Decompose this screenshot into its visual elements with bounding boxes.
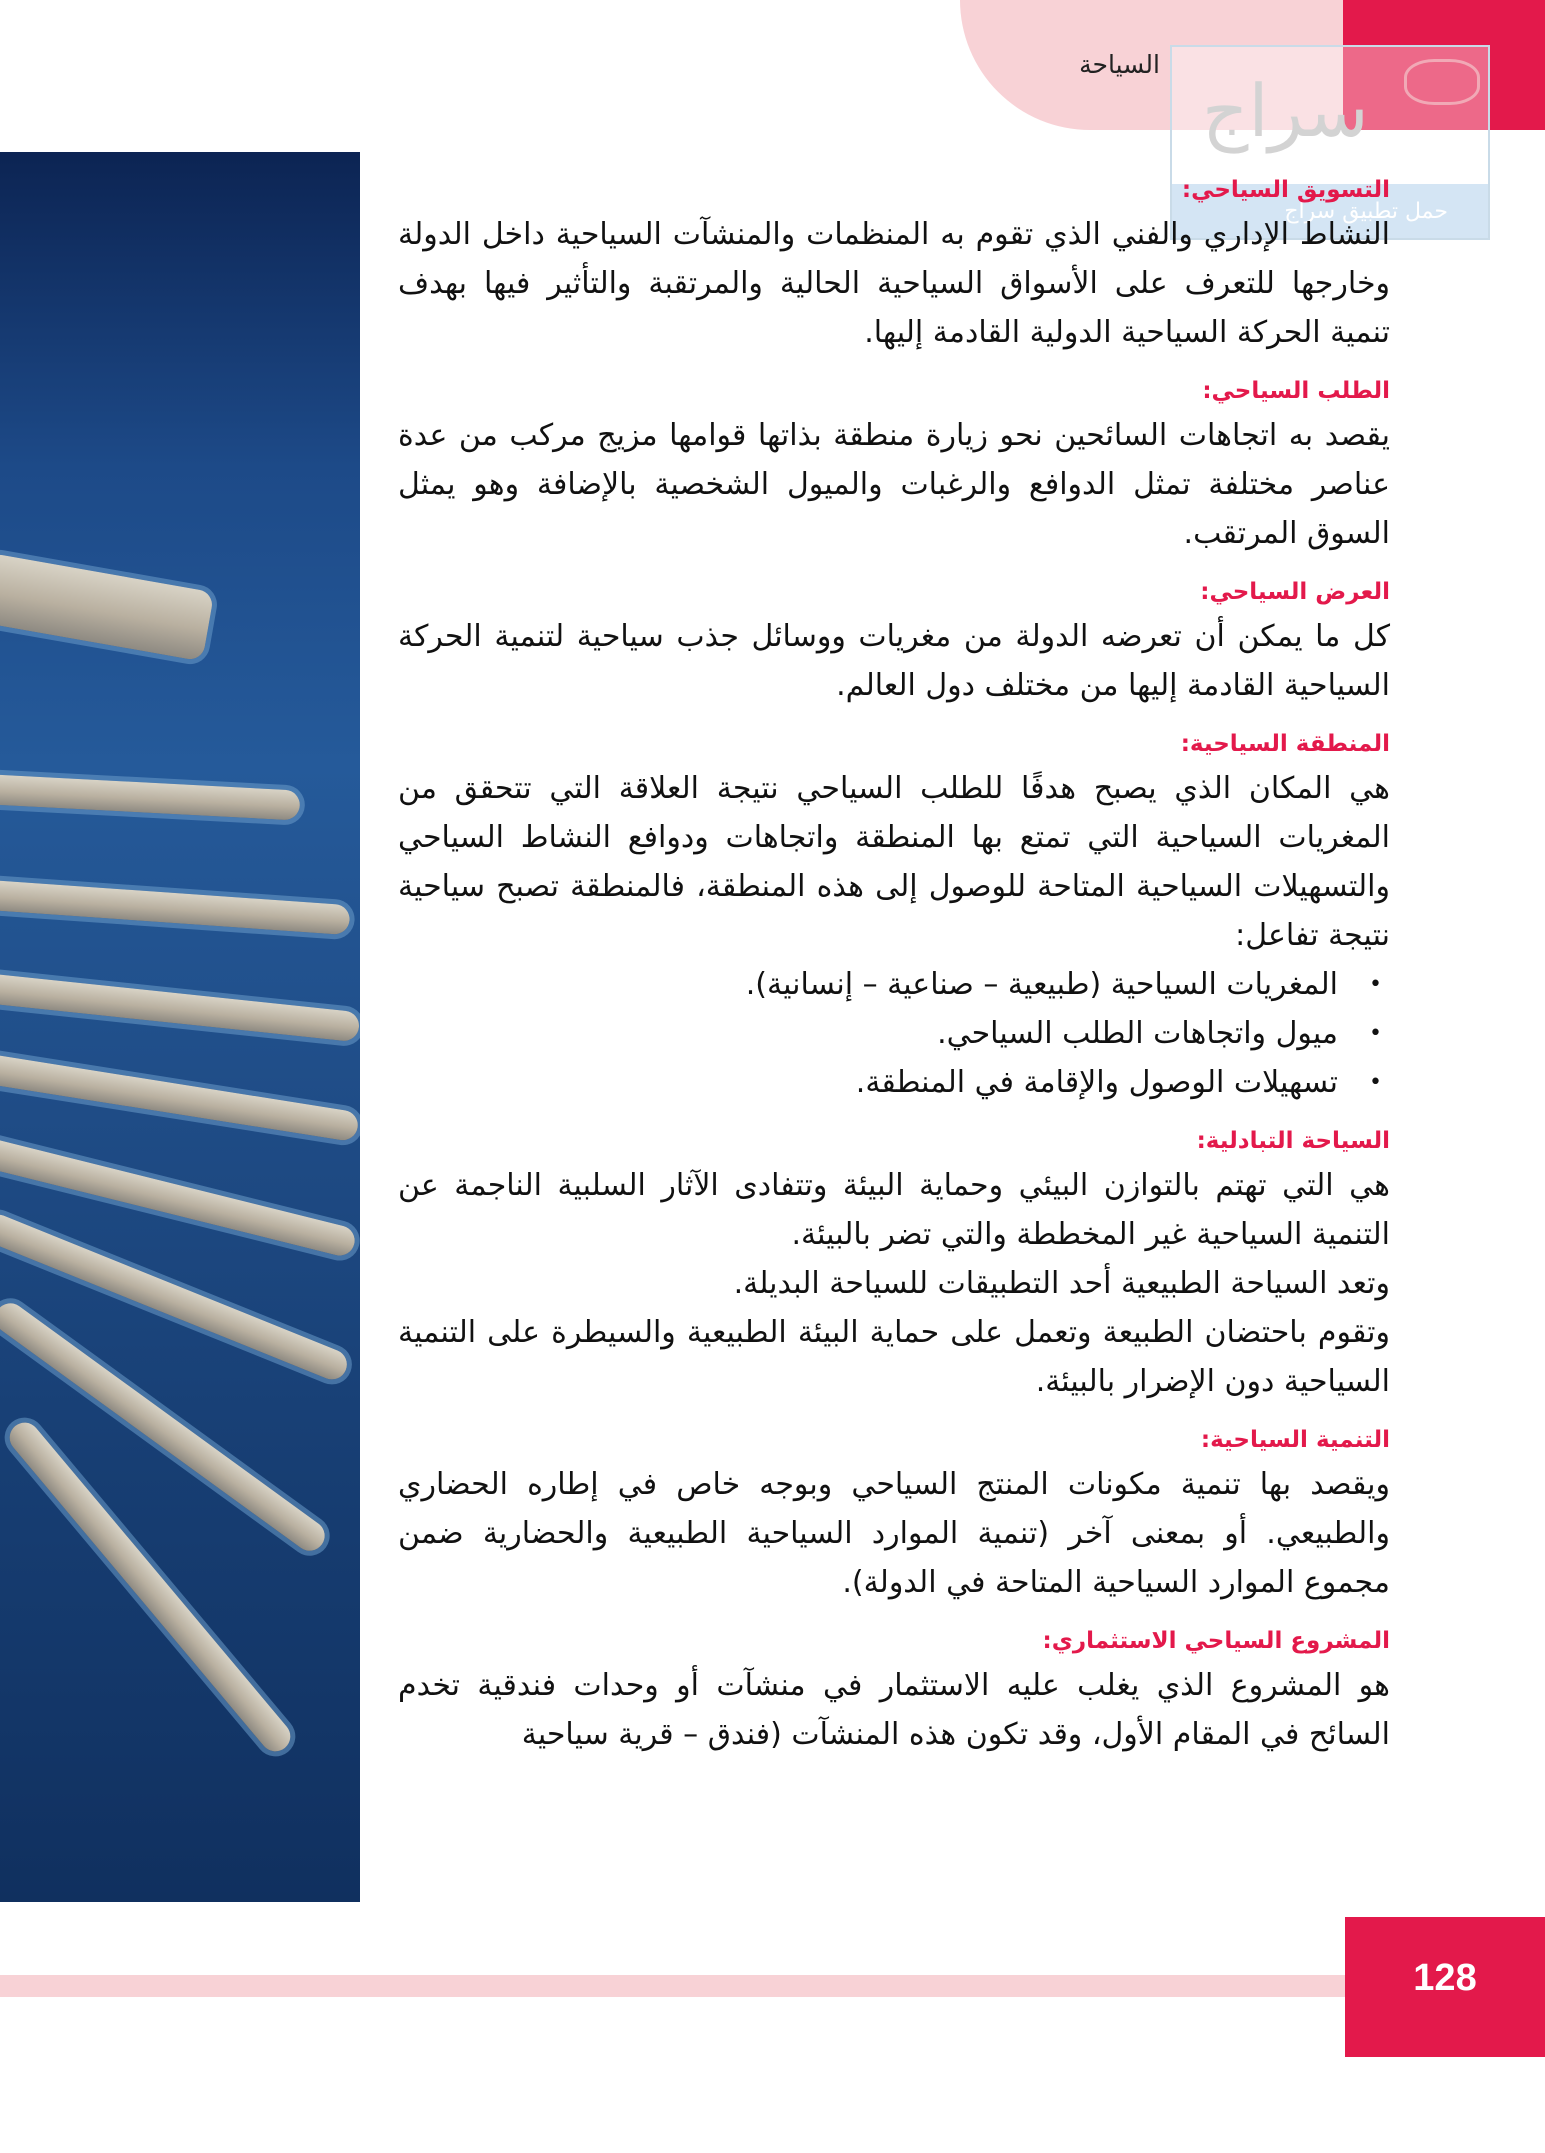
section-paragraph: وتقوم باحتضان الطبيعة وتعمل على حماية البيئة الطبيعية والسيطرة على التنمية السياحية دون الإضرار بالبيئة. [398, 1315, 1390, 1399]
section-heading: التسويق السياحي: [1181, 177, 1390, 203]
photo-frond [0, 553, 214, 662]
list-item: • المغريات السياحية (طبيعية – صناعية – إنسانية). [398, 960, 1390, 1009]
main-content [398, 170, 1390, 1759]
logo-emblem-icon [1404, 59, 1480, 105]
section-heading: الطلب السياحي: [1202, 378, 1390, 404]
footer-line [0, 1975, 1345, 1997]
photo-frond [0, 972, 360, 1043]
section-tourism-marketing [398, 170, 1390, 357]
section-paragraph: هي المكان الذي يصبح هدفًا للطلب السياحي نتيجة العلاقة التي تتحقق من المغريات السياحية التي تمتع بها المنطقة واتجاهات ودوافع النشاط السياحي والتسهيلات السياحية المتاحة للوصول إلى هذه المنطقة، فالمنطقة تصبح سياحية نتيجة تفاعل: [398, 771, 1390, 953]
photo-frond [0, 1052, 360, 1143]
page-number: 128 [1413, 1957, 1477, 1999]
list-item: • تسهيلات الوصول والإقامة في المنطقة. [398, 1058, 1390, 1107]
section-investment-project [398, 1621, 1390, 1759]
section-paragraph: النشاط الإداري والفني الذي تقوم به المنظمات والمنشآت السياحية داخل الدولة وخارجها للتعرف على الأسواق السياحية الحالية والمرتقبة والتأثير فيها بهدف تنمية الحركة السياحية الدولية القادمة إليها. [398, 217, 1390, 350]
photo-frond [0, 879, 351, 935]
list-item: • ميول واتجاهات الطلب السياحي. [398, 1009, 1390, 1058]
logo-text: سراج [1202, 69, 1369, 153]
section-tourism-zone [398, 724, 1390, 1107]
bullet-list [398, 960, 1390, 1107]
section-paragraph: وتعد السياحة الطبيعية أحد التطبيقات للسياحة البديلة. [733, 1266, 1390, 1301]
section-heading: المشروع السياحي الاستثماري: [1042, 1628, 1390, 1654]
section-tourism-supply [398, 572, 1390, 710]
logo-subtitle: حمل تطبيق سراج [1284, 199, 1448, 224]
section-heading: العرض السياحي: [1200, 579, 1390, 605]
page-number-box [1345, 1917, 1545, 2057]
section-paragraph: هو المشروع الذي يغلب عليه الاستثمار في منشآت أو وحدات فندقية تخدم السائح في المقام الأول، وقد تكون هذه المنشآت (فندق – قرية سياحية [398, 1668, 1390, 1752]
section-tourism-development [398, 1420, 1390, 1607]
chapter-title: السياحة [1079, 50, 1160, 79]
photo-frond [4, 1416, 297, 1757]
section-heading: التنمية السياحية: [1200, 1427, 1390, 1453]
section-paragraph: هي التي تهتم بالتوازن البيئي وحماية البيئة وتتفادى الآثار السلبية الناجمة عن التنمية السياحية غير المخططة والتي تضر بالبيئة. [398, 1168, 1390, 1252]
photo-frond [0, 773, 301, 820]
section-heading: السياحة التبادلية: [1196, 1128, 1390, 1154]
section-tourism-demand [398, 371, 1390, 558]
palm-island-aerial-photo [0, 152, 360, 1902]
section-paragraph: كل ما يمكن أن تعرضه الدولة من مغريات ووسائل جذب سياحية لتنمية الحركة السياحية القادمة إليها من مختلف دول العالم. [398, 619, 1390, 703]
section-alternative-tourism [398, 1121, 1390, 1406]
section-heading: المنطقة السياحية: [1180, 731, 1390, 757]
section-paragraph: يقصد به اتجاهات السائحين نحو زيارة منطقة بذاتها قوامها مزيج مركب من عدة عناصر مختلفة تمثل الدوافع والرغبات والميول الشخصية بالإضافة وهو يمثل السوق المرتقب. [398, 418, 1390, 551]
section-paragraph: ويقصد بها تنمية مكونات المنتج السياحي وبوجه خاص في إطاره الحضاري والطبيعي. أو بمعنى آخر (تنمية الموارد السياحية الطبيعية والحضارية ضمن مجموع الموارد السياحية المتاحة في الدولة). [398, 1467, 1390, 1600]
